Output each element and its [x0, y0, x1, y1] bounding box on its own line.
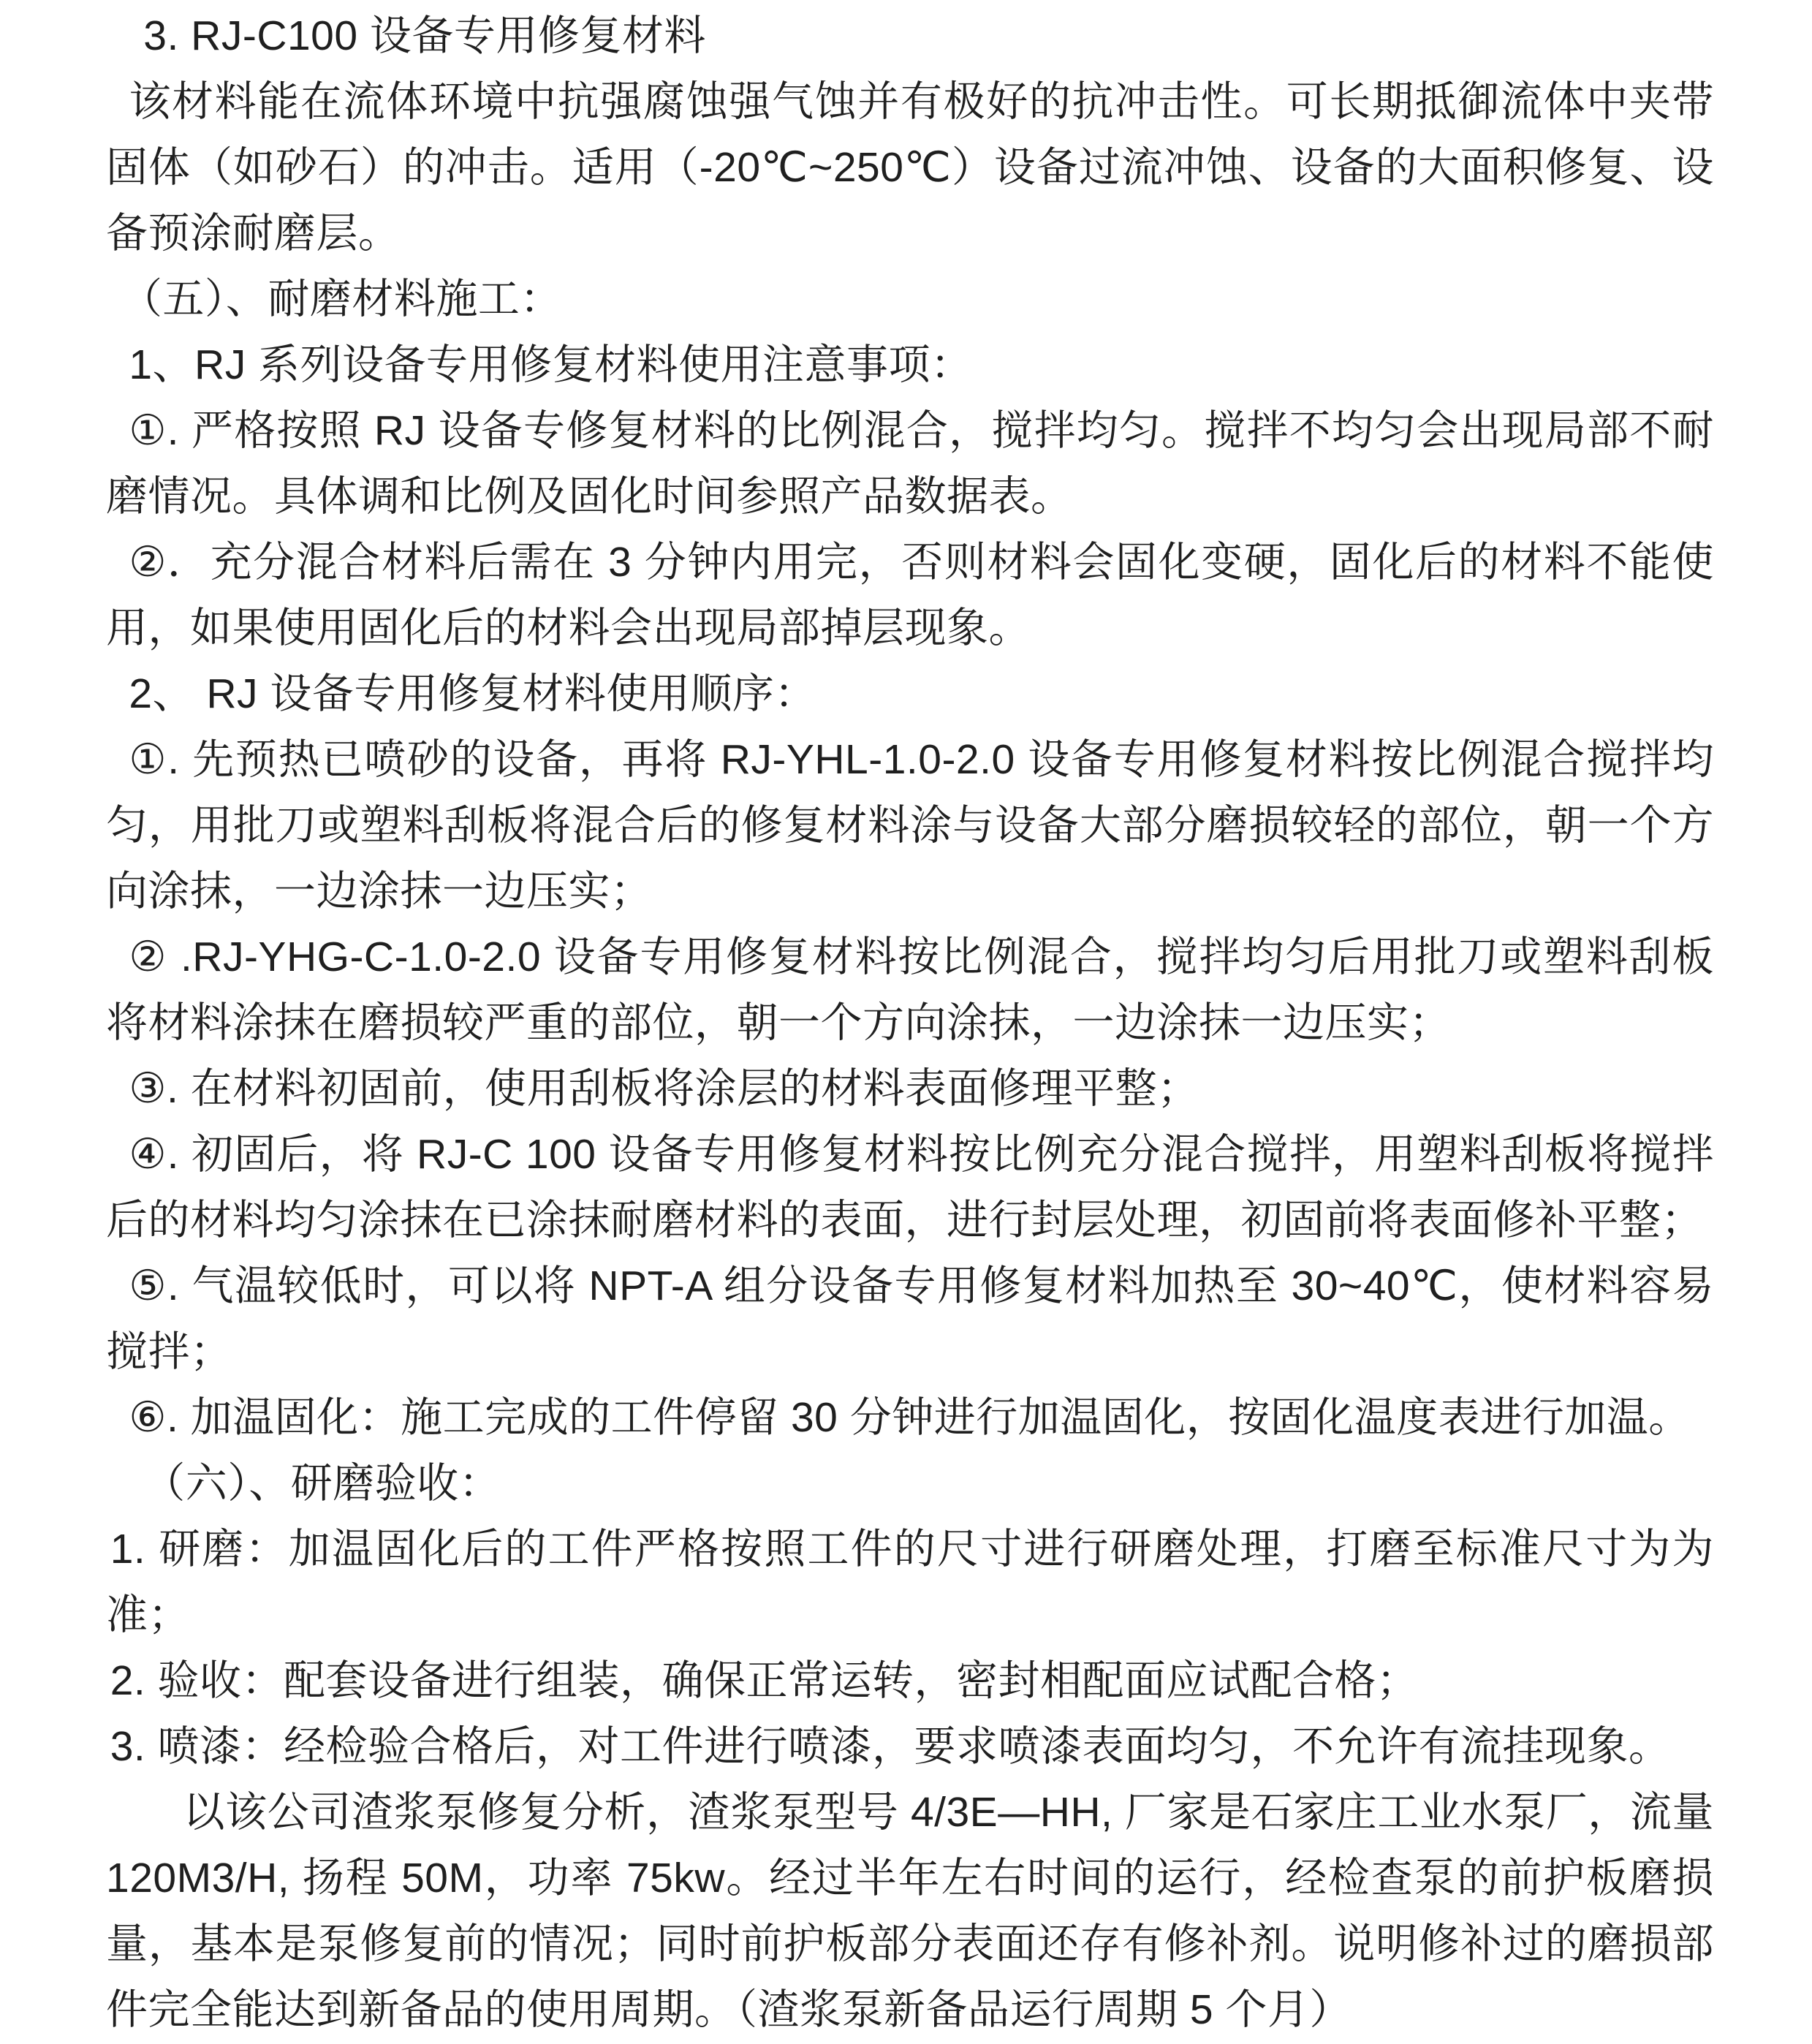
section-6-heading: （六）、研磨验收：: [143, 1460, 501, 1507]
heading-rj-c100: 3. RJ-C100 设备专用修复材料: [143, 12, 706, 59]
step-6: ⑥. 加温固化：施工完成的工件停留 30 分钟进行加温固化，按固化温度表进行加温。: [129, 1394, 1691, 1441]
step-1: ①. 先预热已喷砂的设备，再将 RJ-YHL-1.0-2.0 设备专用修复材料按比例混合搅拌均匀，用批刀或塑料刮板将混合后的修复材料涂与设备大部分磨损较轻的部位，朝一个方向涂抹，一边涂抹一边压实；: [106, 736, 1714, 915]
note-1: ①. 严格按照 RJ 设备专修复材料的比例混合，搅拌均匀。搅拌不均匀会出现局部不耐磨情况。具体调和比例及固化时间参照产品数据表。: [106, 407, 1714, 520]
note-2: ②．充分混合材料后需在 3 分钟内用完，否则材料会固化变硬，固化后的材料不能使用，如果使用固化后的材料会出现局部掉层现象。: [106, 539, 1714, 651]
case-analysis: 以该公司渣浆泵修复分析，渣浆泵型号 4/3E—HH, 厂家是石家庄工业水泵厂，流量 120M3/H, 扬程 50M，功率 75kw。经过半年左右时间的运行，经检查泵的前护板磨损量，基本是泵修复前的情况；同时前护板部分表面还存有修补剂。说明修补过的磨损部件完全能达到新备品的使用周期。（渣浆泵新备品运行周期 5 个月）: [106, 1789, 1714, 2033]
step-3: ③. 在材料初固前，使用刮板将涂层的材料表面修理平整；: [129, 1065, 1199, 1112]
acceptance-2: 2. 验收：配套设备进行组装，确保正常运转，密封相配面应试配合格；: [110, 1657, 1419, 1704]
section-5-heading: （五）、耐磨材料施工：: [120, 276, 562, 322]
sequence-heading: 2、 RJ 设备专用修复材料使用顺序：: [129, 670, 816, 717]
acceptance-1: 1. 研磨：加温固化后的工件严格按照工件的尺寸进行研磨处理，打磨至标准尺寸为为准；: [106, 1526, 1714, 1638]
acceptance-3: 3. 喷漆：经检验合格后，对工件进行喷漆，要求喷漆表面均匀，不允许有流挂现象。: [110, 1723, 1671, 1770]
rj-c100-description: 该材料能在流体环境中抗强腐蚀强气蚀并有极好的抗冲击性。可长期抵御流体中夹带固体（如砂石）的冲击。适用（-20℃~250℃）设备过流冲蚀、设备的大面积修复、设备预涂耐磨层。: [106, 78, 1714, 257]
notes-heading: 1、RJ 系列设备专用修复材料使用注意事项：: [129, 341, 973, 388]
step-2: ② .RJ-YHG-C-1.0-2.0 设备专用修复材料按比例混合，搅拌均匀后用批刀或塑料刮板将材料涂抹在磨损较严重的部位，朝一个方向涂抹，一边涂抹一边压实；: [106, 934, 1714, 1046]
step-5: ⑤. 气温较低时，可以将 NPT-A 组分设备专用修复材料加热至 30~40℃，使材料容易搅拌；: [106, 1263, 1714, 1375]
step-4: ④. 初固后，将 RJ-C 100 设备专用修复材料按比例充分混合搅拌，用塑料刮板将搅拌后的材料均匀涂抹在已涂抹耐磨材料的表面，进行封层处理，初固前将表面修补平整；: [106, 1131, 1714, 1244]
